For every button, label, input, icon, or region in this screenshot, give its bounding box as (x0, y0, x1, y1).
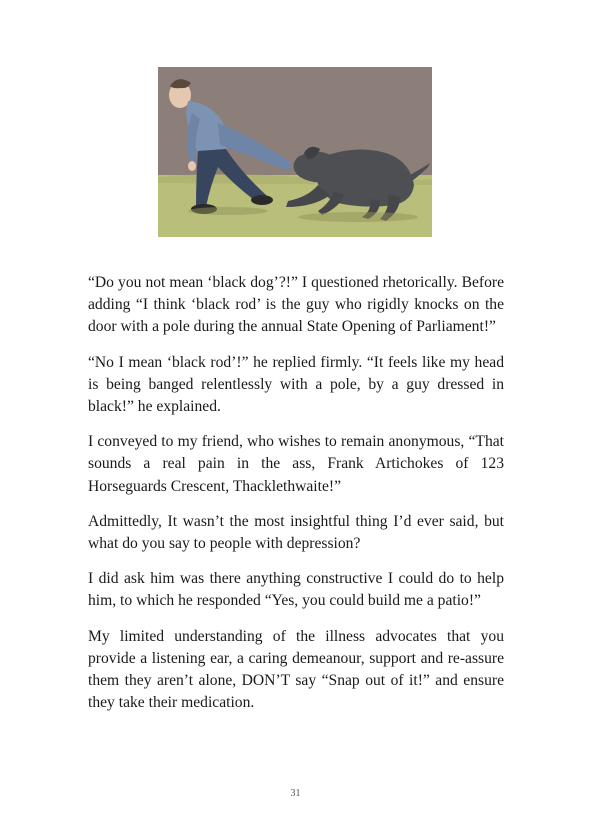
paragraph: I did ask him was there anything constructive I could do to help him, to which he responded “Yes, you could build me a patio!” (88, 570, 504, 610)
paragraph: “Do you not mean ‘black dog’?!” I questioned rhetorically. Before adding “I think ‘black rod’ is the guy who rigidly knocks on the door with a pole during the annual State Opening of Parliament!” (88, 274, 504, 336)
body-text (88, 272, 504, 727)
man-and-black-dog-illustration (158, 67, 432, 237)
paragraph: I conveyed to my friend, who wishes to remain anonymous, “That sounds a real pain in the ass, Frank Artichokes of 123 Horseguards Crescent, Thacklethwaite!” (88, 433, 504, 495)
paragraph: My limited understanding of the illness advocates that you provide a listening ear, a caring demeanour, support and re-assure them they aren’t alone, DON’T say “Snap out of it!” and ensure they take their medication. (88, 627, 504, 712)
paragraph: “No I mean ‘black rod’!” he replied firmly. “It feels like my head is being banged relentlessly with a pole, by a guy dressed in black!” he explained. (88, 353, 504, 416)
page-number: 31 (290, 788, 301, 799)
paragraph: Admittedly, It wasn’t the most insightful thing I’d ever said, but what do you say to people with depression? (88, 512, 504, 553)
